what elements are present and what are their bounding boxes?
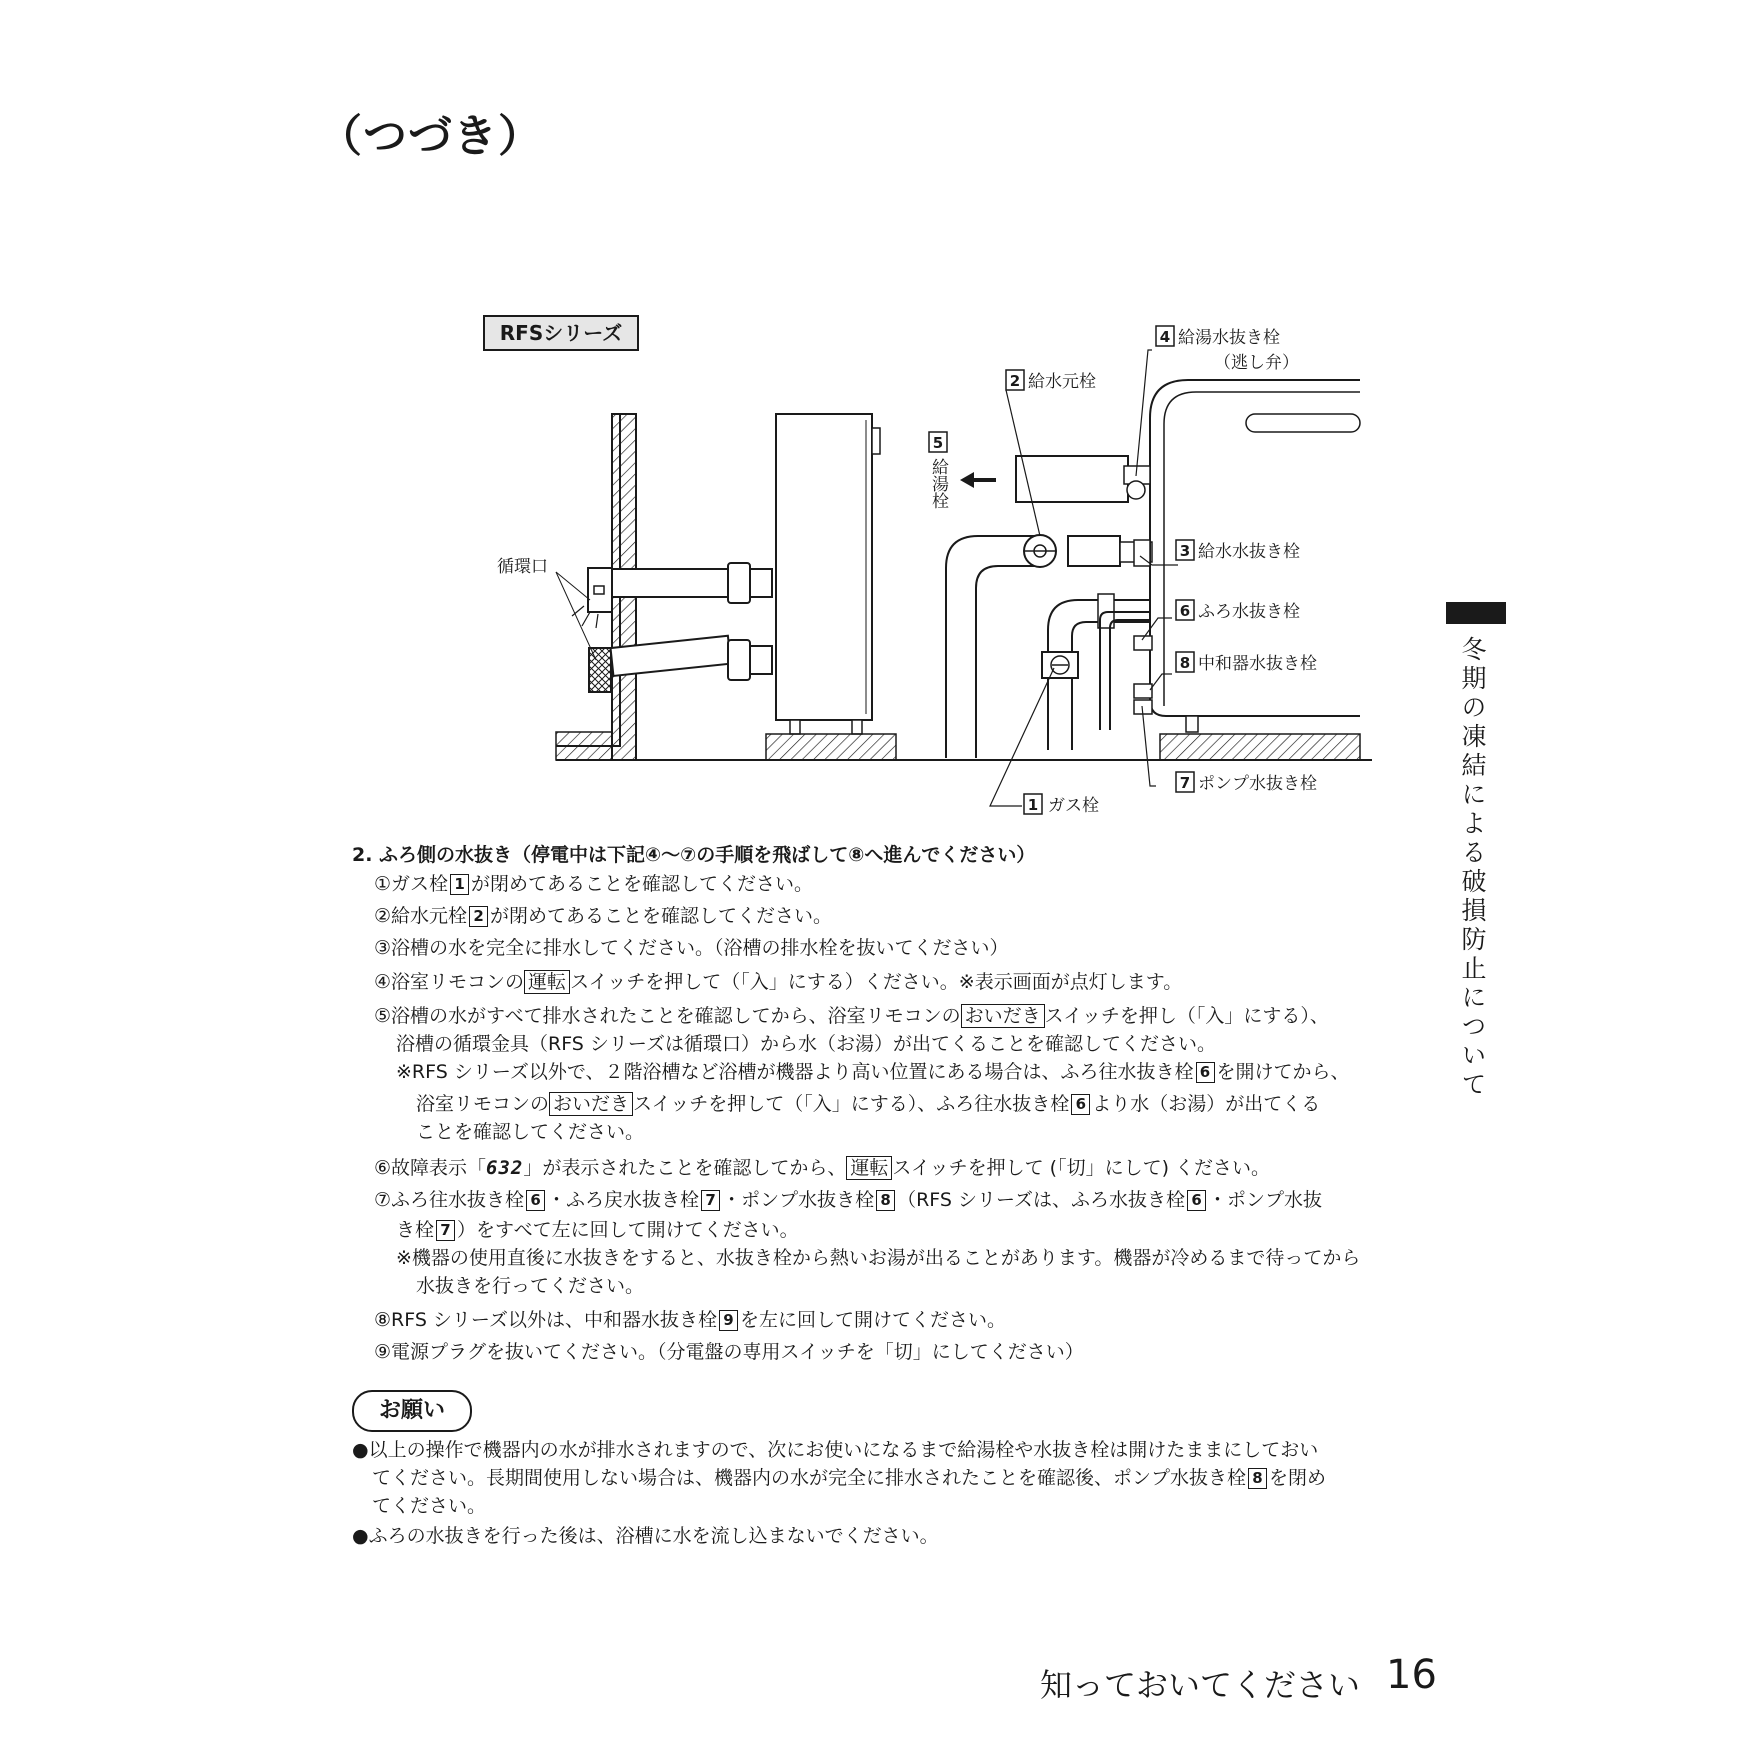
number-box: 7: [701, 1190, 720, 1211]
key-oidaki: おいだき: [961, 1004, 1045, 1028]
svg-text:ガス栓: ガス栓: [1048, 796, 1099, 816]
step-5-note-line2: 浴室リモコンの おいだき スイッチを押して（「入」にする）、ふろ往水抜き栓 6 より水（お湯）が出てくる: [416, 1093, 1321, 1115]
label-nigashiben: （逃し弁）: [1214, 353, 1299, 373]
label-kyusui-motosen: [1006, 370, 1096, 392]
svg-text:給湯水抜き栓: 給湯水抜き栓: [1178, 328, 1280, 348]
key-unten: 運転: [524, 970, 570, 994]
svg-text:2: 2: [1009, 372, 1021, 390]
water-heater-front: [1124, 380, 1360, 760]
number-box: 6: [1196, 1062, 1215, 1083]
svg-text:8: 8: [1179, 654, 1191, 672]
request-note-2: ●ふろの水抜きを行った後は、浴槽に水を流し込まないでください。: [352, 1525, 939, 1547]
footer-section-name: 知っておいてください: [1040, 1666, 1361, 1704]
step-8: ⑧RFS シリーズ以外は、中和器水抜き栓 9 を左に回して開けてください。: [374, 1309, 1006, 1331]
label-furo-mizunuki: [1176, 600, 1300, 622]
step-6: ⑥故障表示「632」が表示されたことを確認してから、 運転 スイッチを押して (「切」にして) ください。: [374, 1157, 1271, 1179]
number-box: 6: [1071, 1094, 1090, 1115]
svg-text:給水元栓: 給水元栓: [1028, 372, 1096, 392]
step-7: ⑦ふろ往水抜き栓 6 ・ふろ戻水抜き栓 7 ・ポンプ水抜き栓 8 （RFS シリーズは、ふろ水抜き栓 6 ・ポンプ水抜: [374, 1189, 1323, 1211]
svg-text:4: 4: [1159, 328, 1171, 346]
circulation-port: [556, 568, 612, 692]
page-title: （つづき）: [318, 111, 543, 162]
svg-text:ふろ水抜き栓: ふろ水抜き栓: [1198, 602, 1300, 622]
number-box: 8: [1248, 1468, 1267, 1489]
label-kyusui-mizunuki: [1176, 540, 1300, 562]
number-box: 6: [1187, 1190, 1206, 1211]
error-code-display: 632: [486, 1157, 524, 1179]
request-note-1-line2: てください。長期間使用しない場合は、機器内の水が完全に排水されたことを確認後、ポンプ水抜き栓 8 を閉め: [372, 1467, 1327, 1489]
hot-water-arrow: [960, 472, 996, 488]
section-heading: 2. ふろ側の水抜き（停電中は下記④～⑦の手順を飛ばして⑧へ進んでください）: [352, 844, 1036, 866]
svg-text:1: 1: [1027, 796, 1039, 814]
series-label-box: [484, 316, 638, 350]
step-4: ④浴室リモコンの 運転 スイッチを押して（「入」にする）ください。※表示画面が点灯します。: [374, 971, 1183, 993]
svg-text:給湯栓: 給湯栓: [928, 458, 948, 509]
step-7-note: ※機器の使用直後に水抜きをすると、水抜き栓から熱いお湯が出ることがあります。機器が冷めるまで待ってから: [396, 1247, 1361, 1269]
label-pump-mizunuki: [1176, 772, 1317, 794]
step-5-note: ※RFS シリーズ以外で、２階浴槽など浴槽が機器より高い位置にある場合は、ふろ往水抜き栓 6 を開けてから、: [396, 1061, 1350, 1083]
label-junkan-guchi: 循環口: [497, 557, 548, 577]
svg-text:5: 5: [932, 434, 944, 452]
key-oidaki: おいだき: [549, 1092, 633, 1116]
side-tab-marker: [1446, 602, 1506, 624]
number-box: 7: [436, 1220, 455, 1241]
onegai-badge: お願い: [352, 1390, 472, 1432]
request-note-1: ●以上の操作で機器内の水が排水されますので、次にお使いになるまで給湯栓や水抜き栓は開けたままにしておい: [352, 1439, 1319, 1461]
svg-text:3: 3: [1179, 542, 1191, 560]
svg-text:6: 6: [1179, 602, 1191, 620]
number-box: 9: [719, 1310, 738, 1331]
step-5-note-line3: ことを確認してください。: [416, 1121, 645, 1143]
svg-text:ポンプ水抜き栓: ポンプ水抜き栓: [1198, 774, 1317, 794]
number-box: 1: [450, 874, 469, 895]
water-heater-side: [766, 414, 896, 760]
label-gas-sen: [1024, 794, 1099, 816]
series-label: RFSシリーズ: [499, 321, 623, 345]
key-unten: 運転: [846, 1156, 892, 1180]
label-chuwaki-mizunuki: [1176, 652, 1317, 674]
step-9: ⑨電源プラグを抜いてください。（分電盤の専用スイッチを「切」にしてください）: [374, 1341, 1084, 1363]
side-tab-text: 冬期の凍結による破損防止について: [1458, 636, 1487, 1100]
number-box: 2: [469, 906, 488, 927]
supply-pipes: [946, 456, 1152, 758]
svg-text:給水水抜き栓: 給水水抜き栓: [1198, 542, 1300, 562]
step-7-note-line2: 水抜きを行ってください。: [416, 1275, 645, 1297]
label-kyuto-sen: [928, 432, 949, 509]
step-2: ②給水元栓 2 が閉めてあることを確認してください。: [374, 905, 833, 927]
svg-text:中和器水抜き栓: 中和器水抜き栓: [1198, 654, 1317, 674]
step-1: ①ガス栓 1 が閉めてあることを確認してください。: [374, 873, 814, 895]
number-box: 8: [876, 1190, 895, 1211]
request-note-1-line3: てください。: [372, 1495, 487, 1517]
number-box: 6: [526, 1190, 545, 1211]
step-3: ③浴槽の水を完全に排水してください。（浴槽の排水栓を抜いてください）: [374, 937, 1009, 959]
step-5: ⑤浴槽の水がすべて排水されたことを確認してから、浴室リモコンの おいだき スイッチを押し（「入」にする）、: [374, 1005, 1329, 1027]
label-kyuto-mizunuki: [1156, 326, 1280, 348]
svg-text:7: 7: [1179, 774, 1191, 792]
step-5-line2: 浴槽の循環金具（RFS シリーズは循環口）から水（お湯）が出てくることを確認してください。: [396, 1033, 1216, 1055]
step-7-line2: き栓 7 ）をすべて左に回して開けてください。: [396, 1219, 799, 1241]
page-number: 16: [1386, 1652, 1437, 1698]
